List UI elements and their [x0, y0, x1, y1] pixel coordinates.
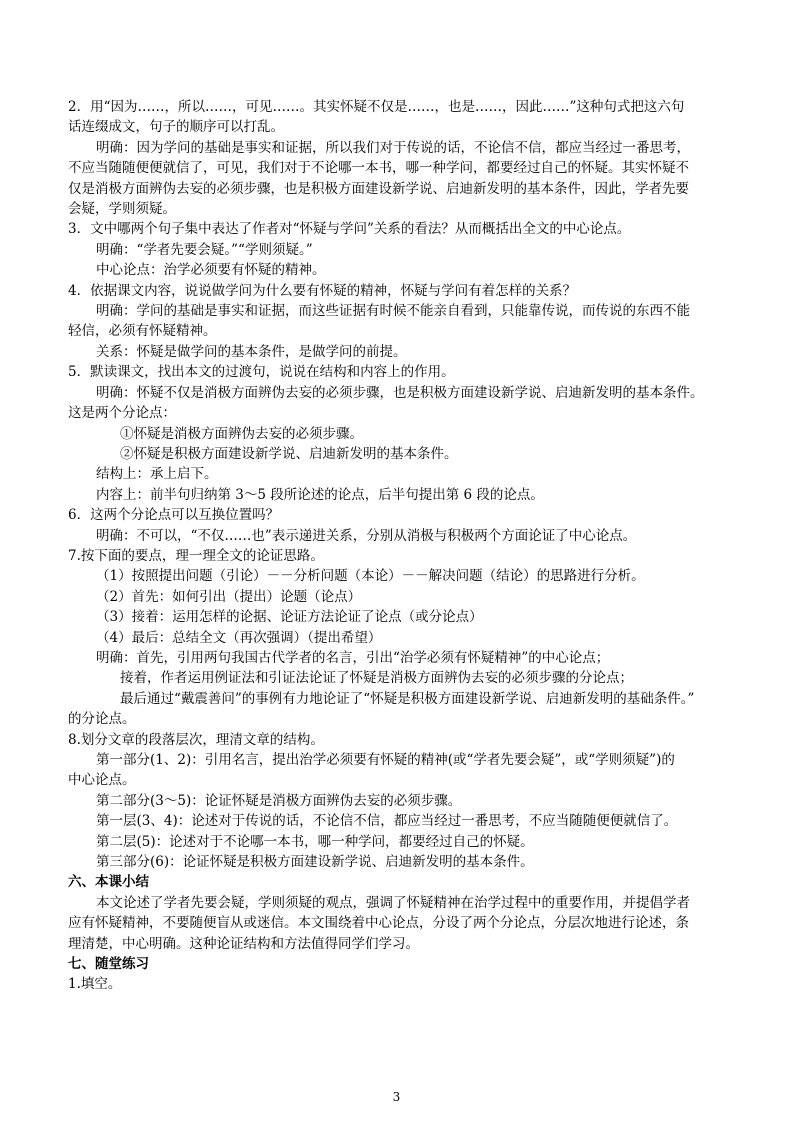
- text-line: 明确：学问的基础是事实和证据，而这些证据有时候不能亲自看到，只能靠传说，而传说的东西不能: [96, 303, 690, 320]
- text-line: 本文论述了学者先要会疑，学则须疑的观点，强调了怀疑精神在治学过程中的重要作用，并提倡学者: [96, 894, 690, 911]
- text-line: 这是两个分论点：: [68, 405, 176, 422]
- text-line: 8.划分文章的段落层次，理清文章的结构。: [68, 731, 324, 748]
- text-line: 内容上：前半句归纳第 3～5 段所论述的论点，后半句提出第 6 段的论点。: [96, 486, 544, 503]
- text-line: 4．依据课文内容，说说做学问为什么要有怀疑的精神，怀疑与学问有着怎样的关系？: [68, 282, 577, 299]
- text-line: 中心论点：治学必须要有怀疑的精神。: [96, 262, 326, 279]
- text-line: 中心论点。: [68, 772, 136, 789]
- text-line: （1）按照提出问题（引论）－－分析问题（本论）－－解决问题（结论）的思路进行分析。: [96, 568, 645, 585]
- text-line: 仅是消极方面辨伪去妄的必须步骤，也是积极方面建设新学说、启迪新发明的基本条件，因此，学者先要: [68, 180, 689, 197]
- text-line: （2）首先：如何引出（提出）论题（论点）: [96, 588, 362, 605]
- text-line: 接着，作者运用例证法和引证法论证了怀疑是消极方面辨伪去妄的必须步骤的分论点；: [120, 670, 633, 687]
- text-line: 不应当随随便便就信了，可见，我们对于不论哪一本书，哪一种学问，都要经过自己的怀疑。其实怀疑不: [68, 160, 689, 177]
- text-line: ①怀疑是消极方面辨伪去妄的必须步骤。: [120, 425, 363, 442]
- text-line: 最后通过“戴震善问”的事例有力地论证了“怀疑是积极方面建设新学说、启迪新发明的基础条件。”: [120, 690, 695, 707]
- text-line: 明确：怀疑不仅是消极方面辨伪去妄的必须步骤，也是积极方面建设新学说、启迪新发明的基本条件。: [96, 384, 704, 401]
- text-line: 明确：“学者先要会疑。”“学则须疑。”: [96, 241, 313, 258]
- text-line: 明确：不可以，“不仅……也”表示递进关系，分别从消极与积极两个方面论证了中心论点。: [96, 527, 637, 544]
- text-line: 话连缀成文，句子的顺序可以打乱。: [68, 119, 284, 136]
- page-number: 3: [392, 1090, 401, 1104]
- text-line: 3．文中哪两个句子集中表达了作者对“怀疑与学问”关系的看法？从而概括出全文的中心论点。: [68, 221, 631, 238]
- text-line: 第一层(3、4)：论述对于传说的话，不论信不信，都应当经过一番思考，不应当随随便便就信了。: [96, 813, 678, 830]
- text-line: 第二层(5)：论述对于不论哪一本书，哪一种学问，都要经过自己的怀疑。: [96, 833, 534, 850]
- text-line: 明确：因为学问的基础是事实和证据，所以我们对于传说的话，不论信不信，都应当经过一番思考，: [96, 139, 690, 156]
- text-line: 1.填空。: [68, 976, 122, 993]
- text-line: 关系：怀疑是做学问的基本条件，是做学问的前提。: [96, 343, 407, 360]
- text-line: 5．默读课文，找出本文的过渡句，说说在结构和内容上的作用。: [68, 364, 455, 381]
- text-line: 的分论点。: [68, 711, 136, 728]
- text-line: 结构上：承上启下。: [96, 466, 218, 483]
- text-line: 第二部分(3～5)：论证怀疑是消极方面辨伪去妄的必须步骤。: [96, 792, 462, 809]
- text-line: 轻信，必须有怀疑精神。: [68, 323, 217, 340]
- text-line: 第一部分(1、2)：引用名言，提出治学必须要有怀疑的精神(或“学者先要会疑”，或“学则须疑”)的: [96, 752, 675, 768]
- section-heading: 七、随堂练习: [68, 956, 149, 973]
- text-line: （3）接着：运用怎样的论据、论证方法论证了论点（或分论点）: [96, 609, 483, 626]
- section-heading: 六、本课小结: [68, 874, 149, 891]
- text-line: 第三部分(6)：论证怀疑是积极方面建设新学说、启迪新发明的基本条件。: [96, 854, 534, 871]
- text-line: 理清楚，中心明确。这种论证结构和方法值得同学们学习。: [68, 935, 419, 952]
- document-body: [68, 97, 733, 995]
- text-line: ②怀疑是积极方面建设新学说、启迪新发明的基本条件。: [120, 445, 458, 462]
- text-line: 2．用“因为……，所以……，可见……。其实怀疑不仅是……，也是……，因此……”这种句式把这六句: [68, 99, 685, 115]
- text-line: 7.按下面的要点，理一理全文的论证思路。: [68, 547, 324, 564]
- text-line: 应有怀疑精神，不要随便盲从或迷信。本文围绕着中心论点，分设了两个分论点，分层次地进行论述，条: [68, 915, 689, 932]
- text-line: 6．这两个分论点可以互换位置吗？: [68, 507, 280, 524]
- text-line: 明确：首先，引用两句我国古代学者的名言，引出“治学必须有怀疑精神”的中心论点；: [96, 649, 610, 666]
- text-line: （4）最后：总结全文（再次强调）（提出希望）: [96, 629, 382, 646]
- text-line: 会疑，学则须疑。: [68, 201, 176, 218]
